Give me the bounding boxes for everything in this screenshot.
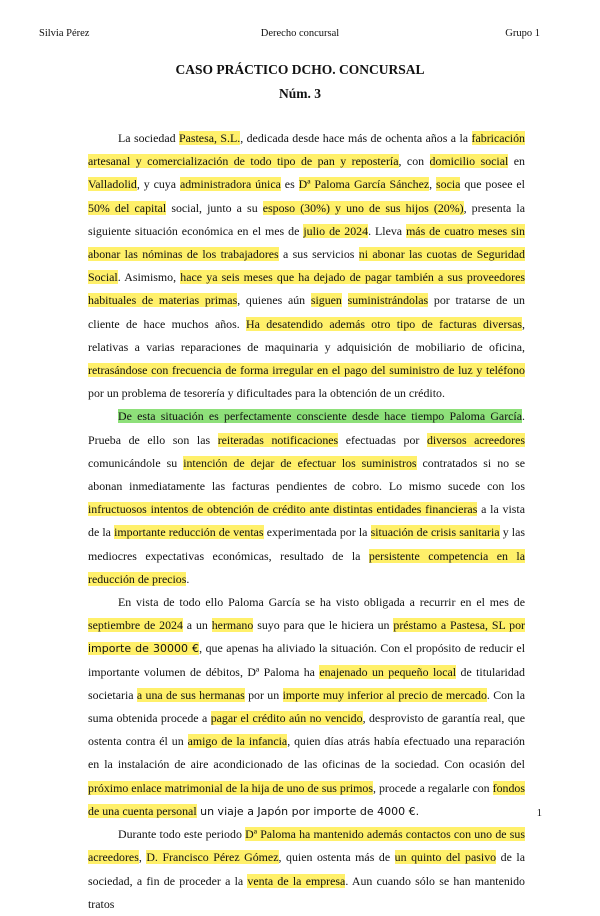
page-number: 1 bbox=[536, 808, 542, 819]
highlighted-text: intención de dejar de efectuar los suministros bbox=[183, 455, 417, 470]
text-run: . Lleva bbox=[368, 223, 407, 238]
highlighted-text: hermano bbox=[211, 618, 254, 633]
text-run: , quienes aún bbox=[237, 293, 311, 308]
highlighted-text: esposo (30%) y uno de sus hijos (20%) bbox=[262, 200, 464, 215]
highlighted-text: fabricación artesanal y comercialización de todo tipo de pan y repostería bbox=[88, 131, 525, 169]
highlighted-text: pagar el crédito aún no vencido bbox=[210, 711, 363, 726]
text-run: por tratarse de un cliente de hace muchos años. bbox=[88, 293, 525, 331]
highlighted-text: importante reducción de ventas bbox=[114, 525, 264, 540]
highlighted-text: De esta situación es perfectamente consciente desde hace tiempo Paloma García bbox=[118, 409, 523, 424]
text-run: , desprovisto de garantía real, que ostenta contra él un bbox=[88, 711, 526, 749]
paragraph-1 bbox=[88, 127, 525, 405]
document-title: CASO PRÁCTICO DCHO. CONCURSAL bbox=[175, 62, 425, 77]
text-run: . bbox=[186, 571, 190, 586]
header-subject: Derecho concursal bbox=[260, 28, 340, 39]
highlighted-text: importe muy inferior al precio de mercado bbox=[282, 687, 487, 702]
text-run: que posee el bbox=[460, 177, 525, 192]
highlighted-text: fondos de una cuenta personal bbox=[88, 780, 525, 818]
highlighted-text: Valladolid bbox=[88, 177, 137, 192]
text-run: y las mediocres expectativas económicas, resultado de la bbox=[88, 525, 525, 563]
highlighted-text: importe de 30000 € bbox=[88, 642, 200, 656]
text-run: En vista de todo ello Paloma García se ha visto obligada a recurrir en el mes de bbox=[118, 595, 525, 610]
paragraph-4 bbox=[88, 823, 525, 916]
text-run: . Con la suma obtenida procede a bbox=[88, 687, 525, 726]
highlighted-text: administradora única bbox=[179, 177, 281, 192]
text-run: . Aun cuando sólo se han mantenido tratos bbox=[88, 873, 525, 911]
text-run bbox=[342, 293, 348, 307]
text-run: en bbox=[508, 154, 525, 169]
text-run: , bbox=[429, 177, 437, 192]
text-run: , y cuya bbox=[136, 177, 180, 192]
highlighted-text: a una de sus hermanas bbox=[136, 687, 245, 702]
highlighted-text: 50% del capital bbox=[88, 200, 167, 215]
highlighted-text: persistente competencia en la reducción de precios bbox=[88, 548, 526, 586]
highlighted-text: D. Francisco Pérez Gómez bbox=[146, 850, 279, 865]
text-run: , procede a regalarle con bbox=[372, 780, 493, 795]
header-author: Silvia Pérez bbox=[39, 28, 90, 39]
text-run: efectuadas por bbox=[338, 432, 427, 447]
text-run: , dedicada desde hace más de ochenta años a la bbox=[240, 131, 472, 145]
highlighted-text: septiembre de 2024 bbox=[88, 618, 183, 633]
text-run: Durante todo este periodo bbox=[118, 827, 246, 842]
highlighted-text: Ha desatendido además otro tipo de facturas diversas bbox=[246, 316, 523, 331]
text-run: experimentada por la bbox=[263, 525, 371, 540]
paragraph-2 bbox=[88, 405, 525, 591]
highlighted-text: socia bbox=[436, 177, 461, 192]
text-run: La sociedad bbox=[118, 131, 179, 145]
highlighted-text: situación de crisis sanitaria bbox=[370, 525, 500, 540]
text-run: es bbox=[280, 177, 299, 192]
text-run: , que apenas ha aliviado la situación. Con el propósito de reducir el importante volumen de débitos, Dª Paloma ha bbox=[88, 641, 525, 679]
text-run: , bbox=[138, 850, 147, 865]
highlighted-text: Pastesa, S.L. bbox=[178, 131, 241, 145]
text-run: social, junto a su bbox=[166, 200, 263, 215]
highlighted-text: hace ya seis meses que ha dejado de pagar también a sus proveedores habituales de materias primas bbox=[88, 270, 525, 308]
text-run: de la sociedad, a fin de proceder a la bbox=[88, 850, 525, 888]
highlighted-text: un quinto del pasivo bbox=[394, 850, 497, 865]
text-run: , relativas a varias reparaciones de maquinaria y adquisición de mobiliario de oficina, bbox=[88, 316, 526, 354]
text-run: suyo para que le hiciera un bbox=[253, 618, 394, 633]
highlighted-text: Dª Paloma ha mantenido además contactos con uno de sus acreedores bbox=[88, 827, 525, 865]
highlighted-text: venta de la empresa bbox=[247, 873, 346, 888]
highlighted-text: siguen bbox=[310, 293, 342, 308]
highlighted-text: enajenado un pequeño local bbox=[319, 664, 457, 679]
text-run: , quien ostenta más de bbox=[278, 850, 395, 865]
text-run: . Asimismo, bbox=[117, 270, 181, 285]
highlighted-text: próximo enlace matrimonial de la hija de uno de sus primos bbox=[88, 780, 373, 795]
highlighted-text: amigo de la infancia bbox=[187, 734, 288, 749]
highlighted-text: préstamo a Pastesa, SL por bbox=[393, 618, 525, 633]
highlighted-text: reiteradas notificaciones bbox=[217, 432, 339, 447]
text-run: , con bbox=[398, 154, 430, 169]
highlighted-text: infructuosos intentos de obtención de crédito ante distintas entidades financieras bbox=[88, 502, 478, 517]
highlighted-text: retrasándose con frecuencia de forma irregular en el pago del suministro de luz y teléfono bbox=[88, 363, 525, 378]
text-run: contratados si no se abonan inmediatamente las facturas pendientes de cobro. Lo mismo sucede con los bbox=[88, 455, 525, 494]
text-run: . Prueba de ello son las bbox=[88, 409, 525, 447]
text-run: , presenta la siguiente situación económica en el mes de bbox=[88, 200, 525, 238]
highlighted-text: domicilio social bbox=[429, 154, 509, 169]
highlighted-text: suministrándolas bbox=[347, 293, 429, 308]
highlighted-text: ni abonar las cuotas de Seguridad Social bbox=[88, 247, 526, 285]
text-run: un viaje a Japón por importe de 4000 €. bbox=[196, 804, 420, 818]
document-number: Núm. 3 bbox=[278, 86, 321, 101]
text-run: por un bbox=[244, 687, 283, 702]
text-run: de titularidad societaria bbox=[88, 664, 526, 702]
text-run: , quien días atrás había efectuado una reparación en la instalación de aire acondicionado de las oficinas de la sociedad. Con ocasión del bbox=[88, 734, 525, 772]
document-body bbox=[88, 127, 525, 916]
highlighted-text: diversos acreedores bbox=[426, 432, 525, 447]
highlighted-text: Dª Paloma García Sánchez bbox=[298, 177, 430, 192]
header-group: Grupo 1 bbox=[505, 28, 540, 39]
text-run: a la vista de la bbox=[88, 502, 525, 540]
text-run: a un bbox=[182, 618, 212, 633]
highlighted-text: julio de 2024 bbox=[303, 223, 369, 238]
text-run: por un problema de tesorería y dificultades para la obtención de un crédito. bbox=[88, 386, 445, 401]
highlighted-text: más de cuatro meses sin abonar las nóminas de los trabajadores bbox=[88, 223, 525, 262]
text-run: a sus servicios bbox=[278, 247, 359, 262]
paragraph-3 bbox=[88, 591, 525, 823]
text-run: comunicándole su bbox=[88, 455, 184, 470]
